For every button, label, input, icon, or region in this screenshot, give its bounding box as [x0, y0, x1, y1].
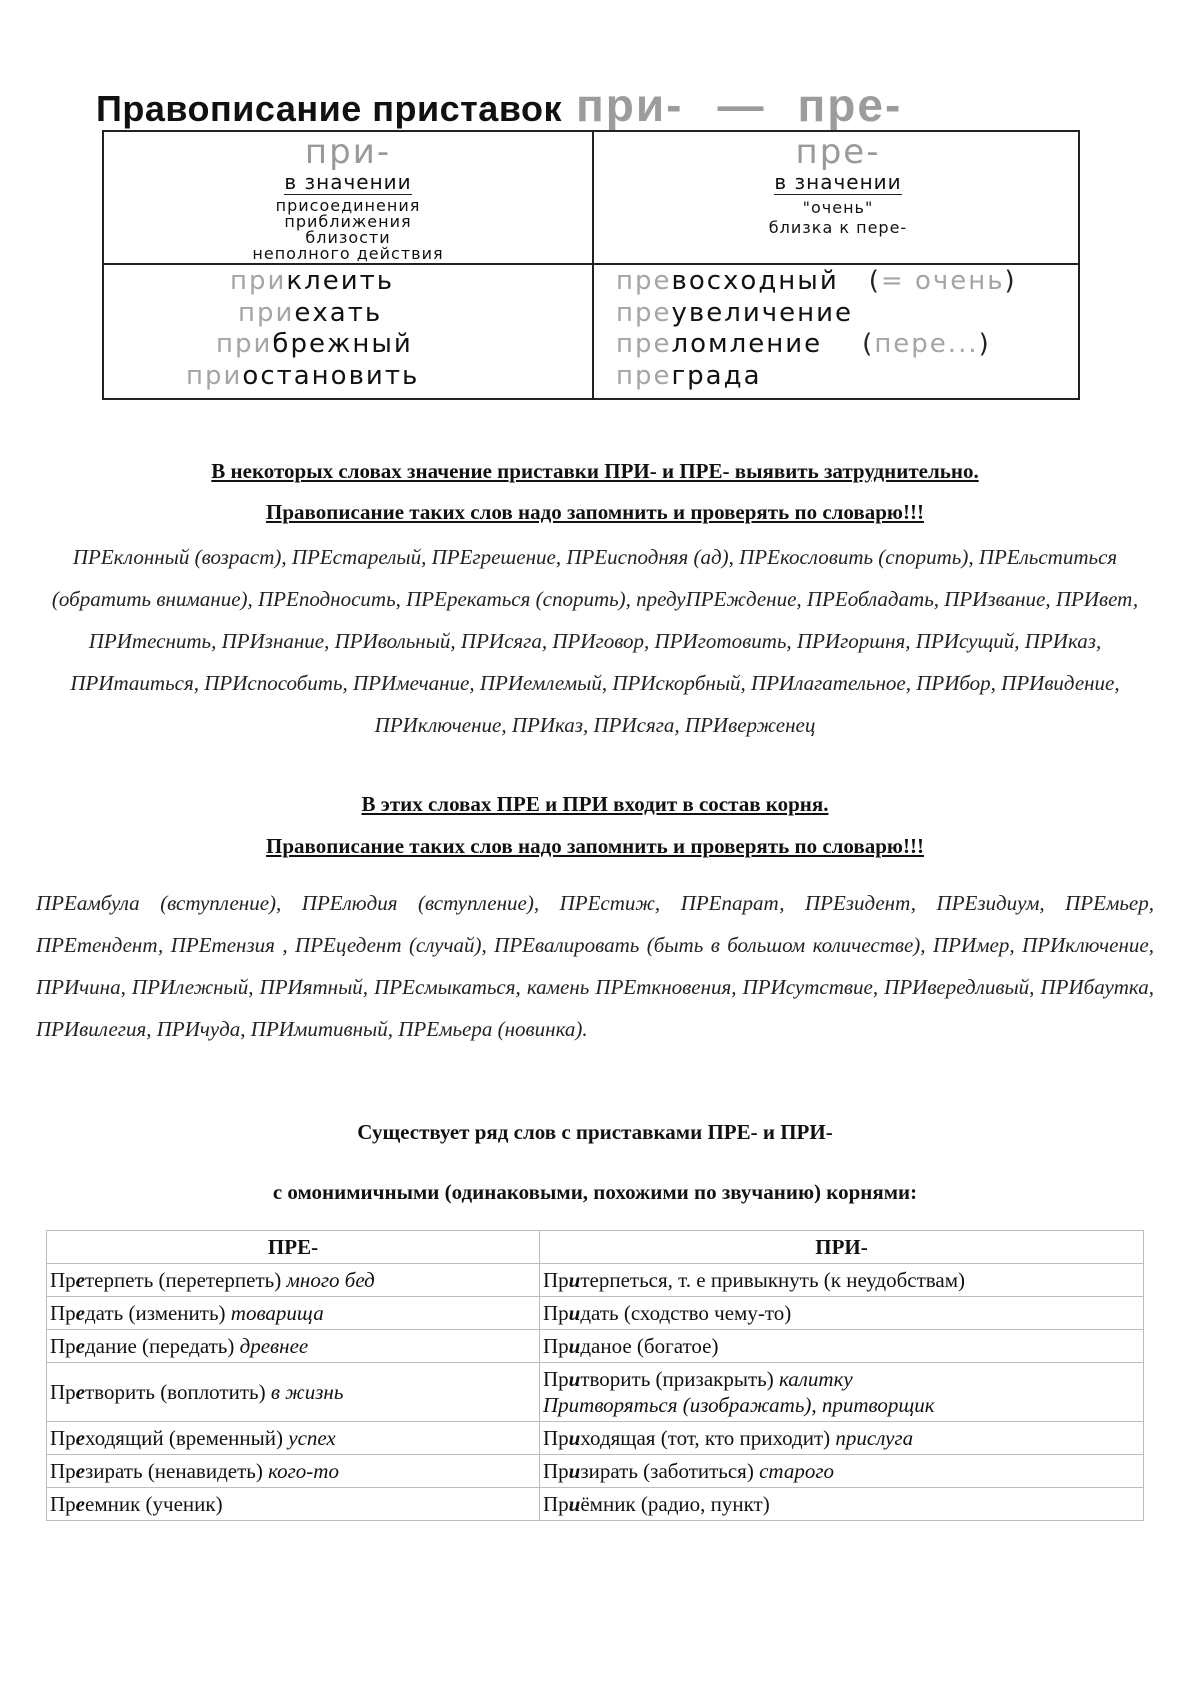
page-title	[96, 78, 1096, 132]
table-row	[47, 1330, 1144, 1363]
rule-meaning-pri-4: неполного действия	[252, 244, 444, 263]
rule-meaning-pre-1: "очень"	[802, 198, 874, 217]
cell-pri: Приёмник (радио, пункт)	[540, 1488, 1144, 1521]
rule-head-pri	[104, 132, 592, 263]
example-pre-1: превосходный (= очень)	[616, 266, 1017, 296]
column-header-pre: ПРЕ-	[47, 1231, 540, 1264]
title-text: Правописание приставок	[96, 88, 562, 129]
cell-pri: Притерпеться, т. е привыкнуть (к неудобствам)	[540, 1264, 1144, 1297]
table-row	[47, 1363, 1144, 1422]
title-prefix-pri: при-	[576, 79, 684, 131]
example-pri-2: приехать	[238, 297, 383, 328]
rule-table-divider-horizontal	[104, 263, 1078, 265]
section2-heading2: Правописание таких слов надо запомнить и проверять по словарю!!!	[266, 834, 924, 858]
table-row	[47, 1488, 1144, 1521]
section1-word-list: ПРЕклонный (возраст), ПРЕстарелый, ПРЕгрешение, ПРЕисподняя (ад), ПРЕкословить (спорить), ПРЕльститься (обратить внимание), ПРЕподносить, ПРЕрекаться (спорить), предуПРЕждение, ПРЕобладать, ПРИзвание, ПРИвет, ПРИтеснить, ПРИзнание, ПРИвольный, ПРИсяга, ПРИговор, ПРИготовить, ПРИгоршня, ПРИсущий, ПРИказ, ПРИтаиться, ПРИспособить, ПРИмечание, ПРИемлемый, ПРИскорбный, ПРИлагательное, ПРИбор, ПРИвидение, ПРИключение, ПРИказ, ПРИсяга, ПРИверженец	[51, 545, 1139, 737]
section3-heading2: с омонимичными (одинаковыми, похожими по звучанию) корнями:	[272, 1180, 918, 1204]
title-prefix-pre: пре-	[797, 79, 903, 131]
section1-heading1: В некоторых словах значение приставки ПРИ- и ПРЕ- выявить затруднительно.	[211, 459, 979, 483]
homonym-table	[46, 1230, 1144, 1521]
rule-prefix-pri: при-	[304, 132, 392, 172]
section1-heading2: Правописание таких слов надо запомнить и проверять по словарю!!!	[266, 500, 924, 524]
examples-pri	[184, 266, 584, 392]
rule-prefix-pre: пре-	[795, 132, 881, 172]
example-pri-4: приостановить	[186, 360, 420, 391]
table-row	[47, 1422, 1144, 1455]
rule-table	[102, 130, 1080, 400]
rule-meaning-pri-1: присоединения	[275, 196, 421, 215]
table-row	[47, 1297, 1144, 1330]
title-dash: —	[717, 79, 764, 131]
rule-meaning-label-pre: в значении	[774, 170, 902, 194]
table-row	[47, 1455, 1144, 1488]
table-row	[47, 1264, 1144, 1297]
section2-word-list: ПРЕамбула (вступление), ПРЕлюдия (вступление), ПРЕстиж, ПРЕпарат, ПРЕзидент, ПРЕзидиум, ПРЕмьер, ПРЕтендент, ПРЕтензия , ПРЕцедент (случай), ПРЕвалировать (быть в большом количестве), ПРИмер, ПРИключение, ПРИчина, ПРИлежный, ПРИятный, ПРЕсмыкаться, камень ПРЕткновения, ПРИсутствие, ПРИвередливый, ПРИбаутка, ПРИвилегия, ПРИчуда, ПРИмитивный, ПРЕмьера (новинка).	[36, 891, 1154, 1041]
cell-pri: Придать (сходство чему-то)	[540, 1297, 1144, 1330]
cell-pre: Предать (изменить) товарища	[47, 1297, 540, 1330]
homonym-table-header	[47, 1231, 1144, 1264]
example-pre-3: преломление (пере...)	[616, 329, 991, 359]
cell-pre: Преемник (ученик)	[47, 1488, 540, 1521]
cell-pre: Презирать (ненавидеть) кого-то	[47, 1455, 540, 1488]
rule-head-pre	[594, 132, 1082, 263]
rule-meaning-pre-2: близка к пере-	[768, 218, 908, 237]
column-header-pri: ПРИ-	[540, 1231, 1144, 1264]
cell-pre: Предание (передать) древнее	[47, 1330, 540, 1363]
example-pri-3: прибрежный	[216, 329, 413, 359]
cell-pre: Претерпеть (перетерпеть) много бед	[47, 1264, 540, 1297]
cell-pre: Претворить (воплотить) в жизнь	[47, 1363, 540, 1422]
examples-pre	[616, 266, 1086, 392]
example-pre-4: преграда	[616, 360, 762, 391]
rule-meaning-label-pri: в значении	[284, 170, 412, 194]
cell-pre: Преходящий (временный) успех	[47, 1422, 540, 1455]
rule-meaning-pri-2: приближения	[284, 212, 412, 231]
section2-heading1: В этих словах ПРЕ и ПРИ входит в состав корня.	[361, 792, 829, 816]
rule-meaning-pri-3: близости	[305, 228, 391, 247]
example-pri-1: приклеить	[230, 266, 395, 296]
cell-pri: Приходящая (тот, кто приходит) прислуга	[540, 1422, 1144, 1455]
example-pre-2: преувеличение	[616, 297, 853, 328]
cell-pri: Притворить (призакрыть) калитку Притворяться (изображать), притворщик	[540, 1363, 1144, 1422]
cell-pri: Призирать (заботиться) старого	[540, 1455, 1144, 1488]
section3-heading1: Существует ряд слов с приставками ПРЕ- и ПРИ-	[357, 1120, 833, 1144]
cell-pri: Приданое (богатое)	[540, 1330, 1144, 1363]
